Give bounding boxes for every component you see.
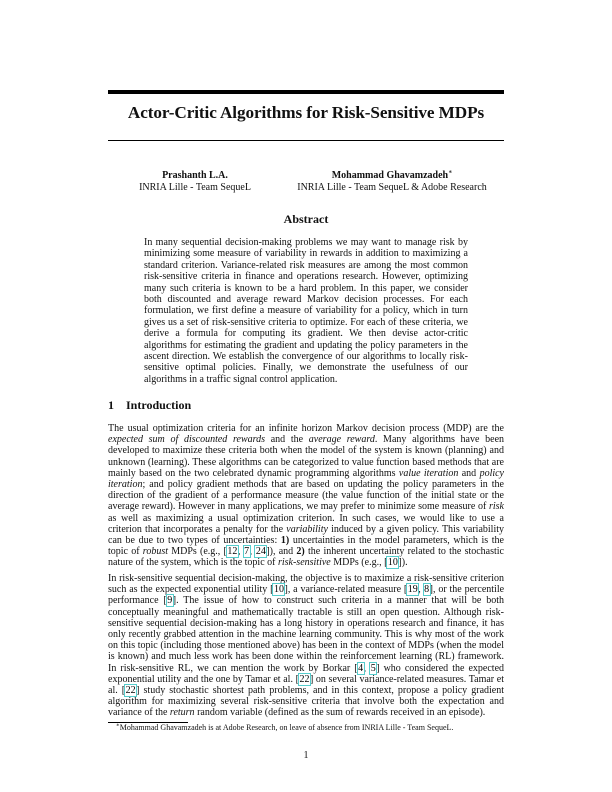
citation-link[interactable]: 7 [244, 546, 250, 558]
citation-link[interactable]: 8 [424, 584, 430, 596]
section-heading [108, 398, 191, 413]
citation-link[interactable]: 10 [273, 584, 284, 596]
author-block-2 [284, 170, 500, 194]
author-name: Prashanth L.A. [162, 170, 228, 181]
paragraph-2: In risk-sensitive sequential decision-making, the objective is to maximize a risk-sensitive criterion such as the expected exponential utility [10], a variance-related measure [19, 8], or the percentile performance [9]. The issue of how to construct such criteria in a manner that will be both conceptually meaningful and mathematically tractable is still an open question. Although risk-sensitive sequential decision-making has a long history in operations research and finance, it has only recently grabbed attention in the machine learning community. This is why most of the work on this topic (including those mentioned above) has been in the context of MDPs (when the model is known) and much less work has been done within the reinforcement learning (RL) framework. In risk-sensitive RL, we can mention the work by Borkar [4, 5] who considered the expected exponential utility and the one by Tamar et al. [22] on several variance-related measures. Tamar et al. [22] study stochastic shortest path problems, and in this context, propose a policy gradient algorithm for maximizing several risk-sensitive criteria that involve both the expectation and variance of the return random variable (defined as the sum of rewards received in an episode). [108, 573, 505, 719]
title-top-rule [108, 90, 504, 94]
citation-link[interactable]: 5 [370, 662, 376, 674]
title-bottom-rule [108, 140, 504, 141]
author-affiliation: INRIA Lille - Team SequeL & Adobe Research [297, 182, 487, 193]
footnote-mark: ∗ [116, 722, 120, 729]
citation-link[interactable]: 22 [299, 673, 310, 685]
author-name: Mohammad Ghavamzadeh∗ [331, 169, 453, 181]
citation-link[interactable]: 10 [387, 557, 398, 569]
footnote: ∗Mohammad Ghavamzadeh is at Adobe Research, on leave of absence from INRIA Lille - Team SequeL. [116, 722, 454, 732]
paragraph-1: The usual optimization criteria for an infinite horizon Markov decision process (MDP) are the expected sum of discounted rewards and the average reward. Many algorithms have been developed to maximize these criteria both when the model of the system is known (planning) and unknown (learning). These algorithms can be categorized to value function based methods that are mainly based on the two celebrated dynamic programming algorithms value iteration and policy iteration; and policy gradient methods that are based on updating the policy parameters in the direction of the gradient of a performance measure (the value function of the initial state or the average reward). However in many applications, we may prefer to minimize some measure of risk as well as maximizing a usual optimization criterion. In such cases, we would like to use a criterion that incorporates a penalty for the variability induced by a given policy. This variability can be due to two types of uncertainties: 1) uncertainties in the model parameters, which is the topic of robust MDPs (e.g., [12, 7, 24]), and 2) the inherent uncertainty related to the stochastic nature of the system, which is the topic of risk-sensitive MDPs (e.g., [10]). [108, 423, 505, 569]
section-title: Introduction [126, 398, 192, 412]
citation-link[interactable]: 24 [255, 546, 266, 558]
section-number: 1 [108, 398, 114, 412]
citation-link[interactable]: 22 [125, 685, 136, 697]
abstract-heading: Abstract [283, 212, 329, 226]
footnote-mark: ∗ [448, 169, 453, 176]
citation-link[interactable]: 19 [407, 584, 418, 596]
citation-link[interactable]: 9 [167, 595, 173, 607]
page-number: 1 [303, 750, 309, 761]
abstract-text: In many sequential decision-making problems we may want to manage risk by minimizing some measure of variability in rewards in addition to maximizing a standard criterion. Variance-related risk measures are among the most common risk-sensitive criteria in finance and operations research. However, optimizing many such criteria is known to be a hard problem. In this paper, we consider both discounted and average reward Markov decision processes. For each formulation, we first define a measure of variability for a policy, which in turn gives us a set of risk-sensitive criteria to optimize. For each of these criteria, we derive a formula for computing its gradient. We then devise actor-critic algorithms for estimating the gradient and updating the policy parameters in the ascent direction. We establish the convergence of our algorithms to locally risk-sensitive optimal policies. Finally, we demonstrate the usefulness of our algorithms in a traffic signal control application. [144, 237, 468, 385]
author-block-1 [120, 170, 270, 194]
citation-link[interactable]: 12 [227, 546, 238, 558]
author-affiliation: INRIA Lille - Team SequeL [139, 182, 251, 193]
paper-title: Actor-Critic Algorithms for Risk-Sensitive MDPs [127, 103, 485, 122]
citation-link[interactable]: 4 [358, 662, 364, 674]
